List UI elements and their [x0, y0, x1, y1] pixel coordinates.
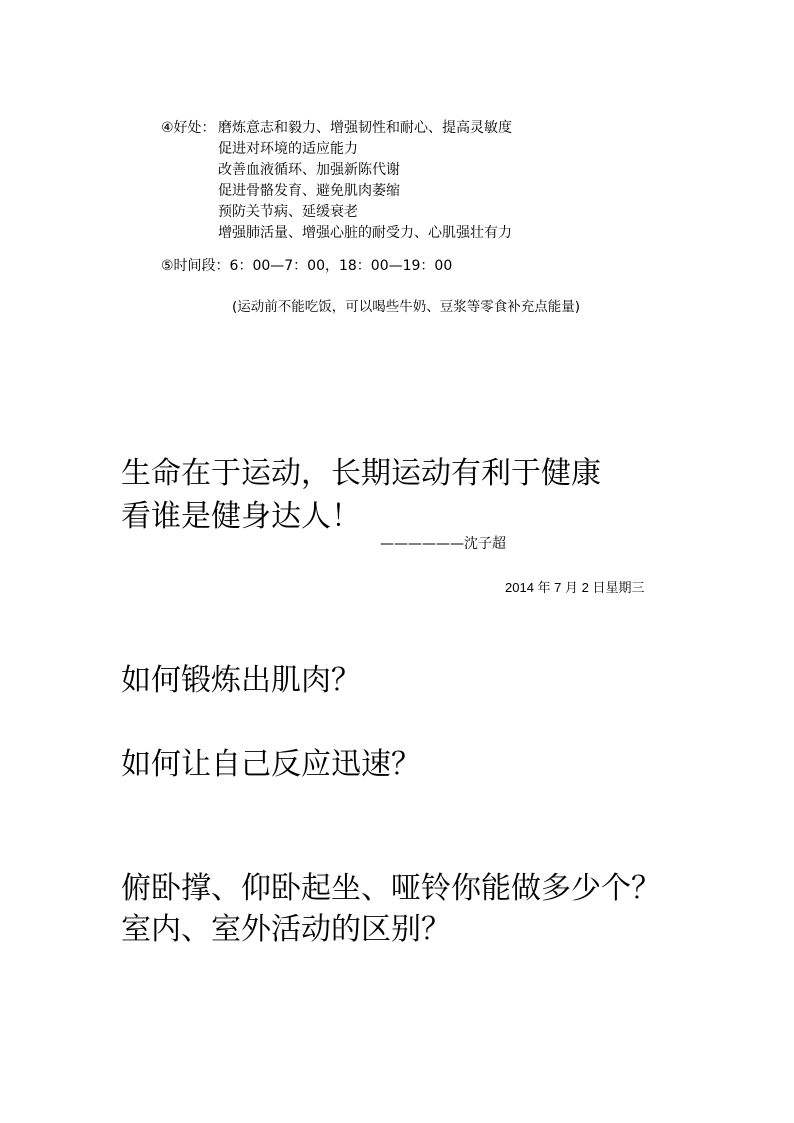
author-signature: ——————沈子超	[380, 536, 506, 552]
benefits-label: ④好处：	[161, 120, 216, 136]
benefit-line: 预防关节病、延缓衰老	[218, 204, 358, 220]
timeslot-text: ⑤时间段：6：00—7：00，18：00—19：00	[161, 258, 453, 274]
question-reaction: 如何让自己反应迅速？	[121, 747, 421, 782]
date-line: 2014 年 7 月 2 日星期三	[505, 580, 645, 595]
benefit-line: 改善血液循环、加强新陈代谢	[218, 162, 400, 178]
benefit-line: 促进骨骼发育、避免肌肉萎缩	[218, 183, 400, 199]
benefit-line: 增强肺活量、增强心脏的耐受力、心肌强壮有力	[218, 225, 512, 241]
eating-note: (运动前不能吃饭，可以喝些牛奶、豆浆等零食补充点能量)	[232, 299, 581, 315]
question-indoor-outdoor: 室内、室外活动的区别？	[121, 912, 451, 947]
slogan-line-1: 生命在于运动，长期运动有利于健康	[121, 456, 601, 491]
question-muscle: 如何锻炼出肌肉？	[121, 663, 361, 698]
benefit-line: 磨炼意志和毅力、增强韧性和耐心、提高灵敏度	[218, 120, 512, 136]
slogan-line-2: 看谁是健身达人！	[121, 499, 361, 534]
benefit-line: 促进对环境的适应能力	[218, 141, 358, 157]
question-exercise-count: 俯卧撑、仰卧起坐、哑铃你能做多少个？	[121, 871, 661, 906]
